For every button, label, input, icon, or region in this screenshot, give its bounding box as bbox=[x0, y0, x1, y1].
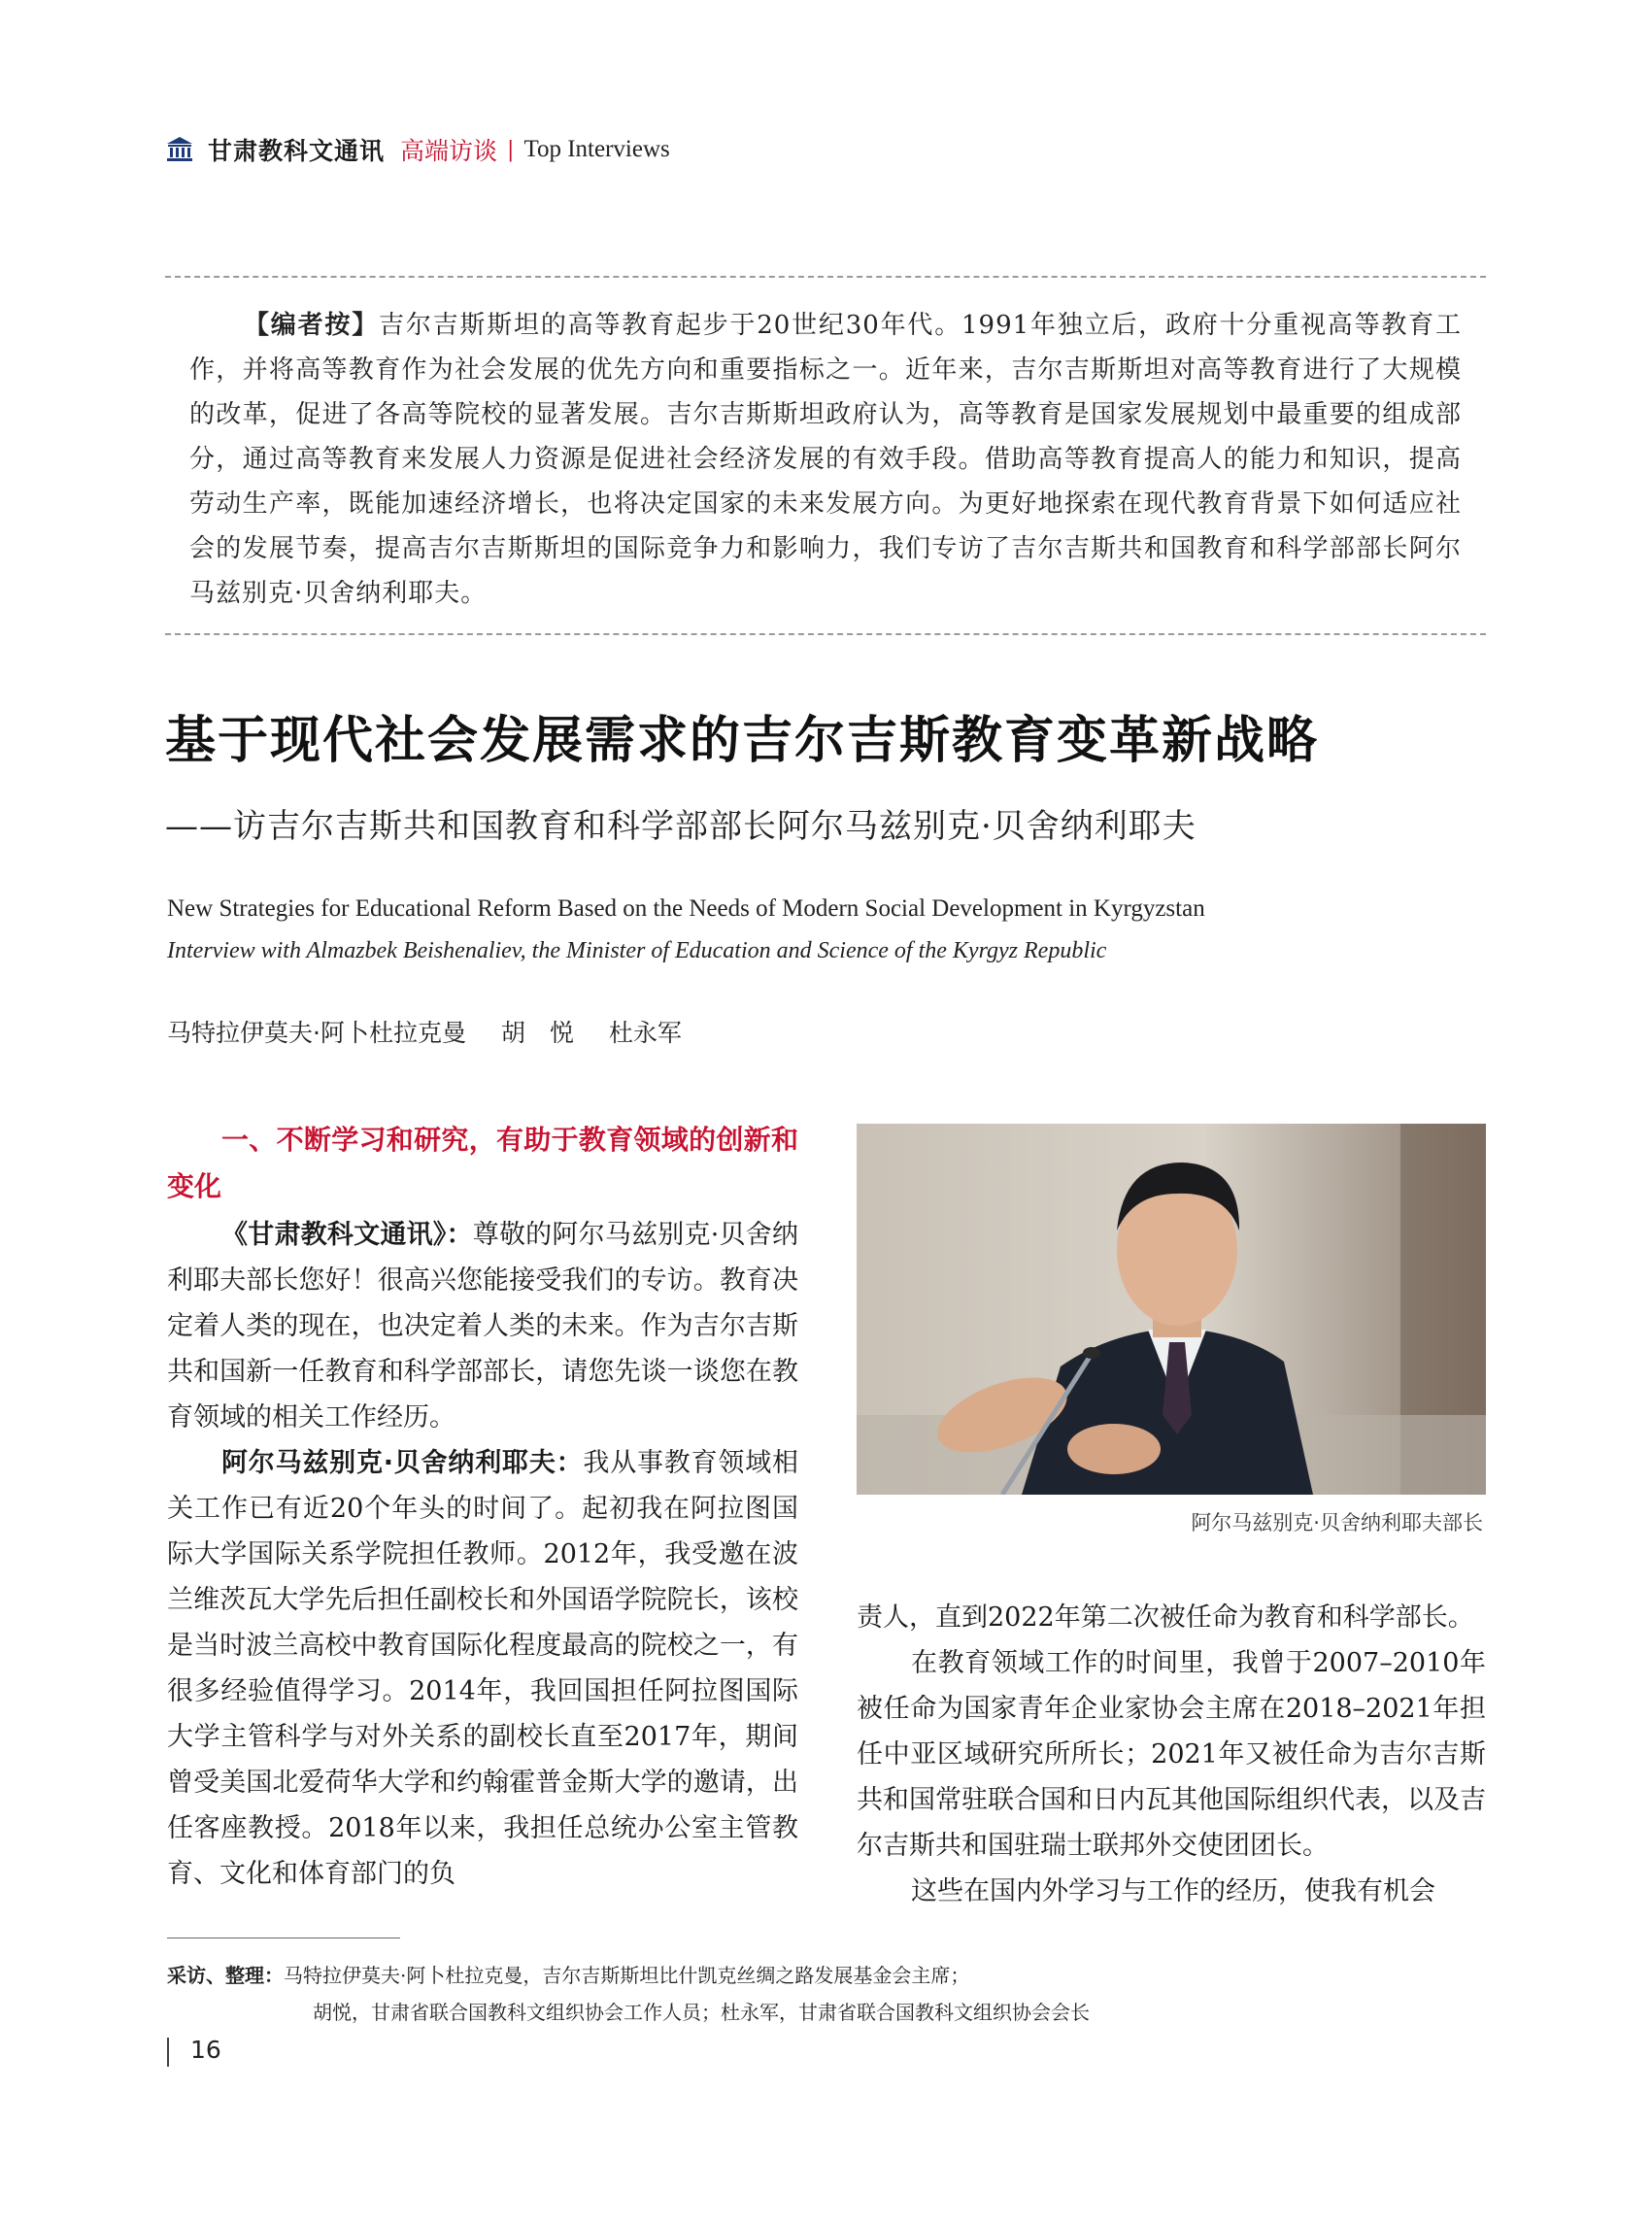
body-column-left bbox=[167, 1117, 798, 1897]
section-name-cn: 高端访谈 bbox=[400, 137, 498, 165]
footnote-line: 马特拉伊莫夫·阿卜杜拉克曼，吉尔吉斯斯坦比什凯克丝绸之路发展基金会主席； bbox=[284, 1964, 970, 1987]
paragraph-text: 我从事教育领域相关工作已有近20个年头的时间了。起初我在阿拉图国际大学国际关系学院担任教师。2012年，我受邀在波兰维茨瓦大学先后担任副校长和外国语学院院长，该校是当时波兰高校中教育国际化程度最高的院校之一，有很多经验值得学习。2014年，我回国担任阿拉图国际大学主管科学与对外关系的副校长直至2017年，期间曾受美国北爱荷华大学和约翰霍普金斯大学的邀请，出任客座教授。2018年以来，我担任总统办公室主管教育、文化和体育部门的负 bbox=[167, 1448, 798, 1889]
footnote-line: 胡悦，甘肃省联合国教科文组织协会工作人员；杜永军，甘肃省联合国教科文组织协会会长 bbox=[313, 2001, 1090, 2024]
divider-top bbox=[165, 276, 1486, 278]
paragraph: 在教育领域工作的时间里，我曾于2007–2010年被任命为国家青年企业家协会主席在2018–2021年担任中亚区域研究所所长；2021年又被任命为吉尔吉斯共和国常驻联合国和日内瓦其他国际组织代表，以及吉尔吉斯共和国驻瑞士联邦外交使团团长。 bbox=[857, 1648, 1486, 1861]
paragraph: 责人，直到2022年第二次被任命为教育和科学部长。 bbox=[857, 1602, 1474, 1633]
article-subtitle: ——访吉尔吉斯共和国教育和科学部部长阿尔马兹别克·贝舍纳利耶夫 bbox=[165, 807, 1197, 846]
author-name: 胡 悦 bbox=[500, 1019, 574, 1047]
paragraph bbox=[167, 1212, 798, 1440]
section-separator: | bbox=[507, 137, 515, 162]
speaker-label: 《甘肃教科文通讯》： bbox=[221, 1220, 473, 1250]
footnote bbox=[167, 1957, 1488, 2031]
paragraph-text: 尊敬的阿尔马兹别克·贝舍纳利耶夫部长您好！很高兴您能接受我们的专访。教育决定着人类的现在，也决定着人类的未来。作为吉尔吉斯共和国新一任教育和科学部部长，请您先谈一谈您在教育领域的相关工作经历。 bbox=[167, 1220, 798, 1433]
author-name: 马特拉伊莫夫·阿卜杜拉克曼 bbox=[167, 1019, 466, 1047]
author-list bbox=[167, 1014, 709, 1049]
journal-logo-icon bbox=[165, 135, 194, 164]
editor-note bbox=[189, 303, 1462, 616]
body-column-right bbox=[857, 1595, 1486, 1914]
paragraph: 这些在国内外学习与工作的经历，使我有机会 bbox=[911, 1876, 1435, 1906]
section-name-en: Top Interviews bbox=[523, 136, 670, 162]
editor-note-label: 【编者按】 bbox=[244, 311, 380, 340]
article-subtitle-en: Interview with Almazbek Beishenaliev, the Minister of Education and Science of the Kyrgyz Republic bbox=[167, 938, 1107, 963]
footnote-label: 采访、整理： bbox=[167, 1964, 284, 1987]
minister-photo-image bbox=[857, 1124, 1486, 1495]
page-number-bar bbox=[167, 2038, 169, 2067]
minister-photo bbox=[857, 1124, 1486, 1495]
article-title: 基于现代社会发展需求的吉尔吉斯教育变革新战略 bbox=[165, 711, 1320, 770]
article-title-en: New Strategies for Educational Reform Based on the Needs of Modern Social Development in Kyrgyzstan bbox=[167, 895, 1205, 922]
speaker-label: 阿尔马兹别克·贝舍纳利耶夫： bbox=[221, 1448, 584, 1478]
editor-note-text: 吉尔吉斯斯坦的高等教育起步于20世纪30年代。1991年独立后，政府十分重视高等教育工作，并将高等教育作为社会发展的优先方向和重要指标之一。近年来，吉尔吉斯斯坦对高等教育进行了大规模的改革，促进了各高等院校的显著发展。吉尔吉斯斯坦政府认为，高等教育是国家发展规划中最重要的组成部分，通过高等教育来发展人力资源是促进社会经济发展的有效手段。借助高等教育提高人的能力和知识，提高劳动生产率，既能加速经济增长，也将决定国家的未来发展方向。为更好地探索在现代教育背景下如何适应社会的发展节奏，提高吉尔吉斯斯坦的国际竞争力和影响力，我们专访了吉尔吉斯共和国教育和科学部部长阿尔马兹别克·贝舍纳利耶夫。 bbox=[189, 311, 1462, 608]
author-name: 杜永军 bbox=[608, 1019, 682, 1047]
page-number: 16 bbox=[190, 2036, 221, 2064]
paragraph bbox=[167, 1440, 798, 1897]
running-header bbox=[165, 130, 670, 169]
divider-bottom bbox=[165, 633, 1486, 635]
section-heading: 一、不断学习和研究，有助于教育领域的创新和变化 bbox=[167, 1124, 798, 1202]
journal-name: 甘肃教科文通讯 bbox=[208, 137, 386, 165]
photo-caption: 阿尔马兹别克·贝舍纳利耶夫部长 bbox=[1191, 1511, 1483, 1534]
